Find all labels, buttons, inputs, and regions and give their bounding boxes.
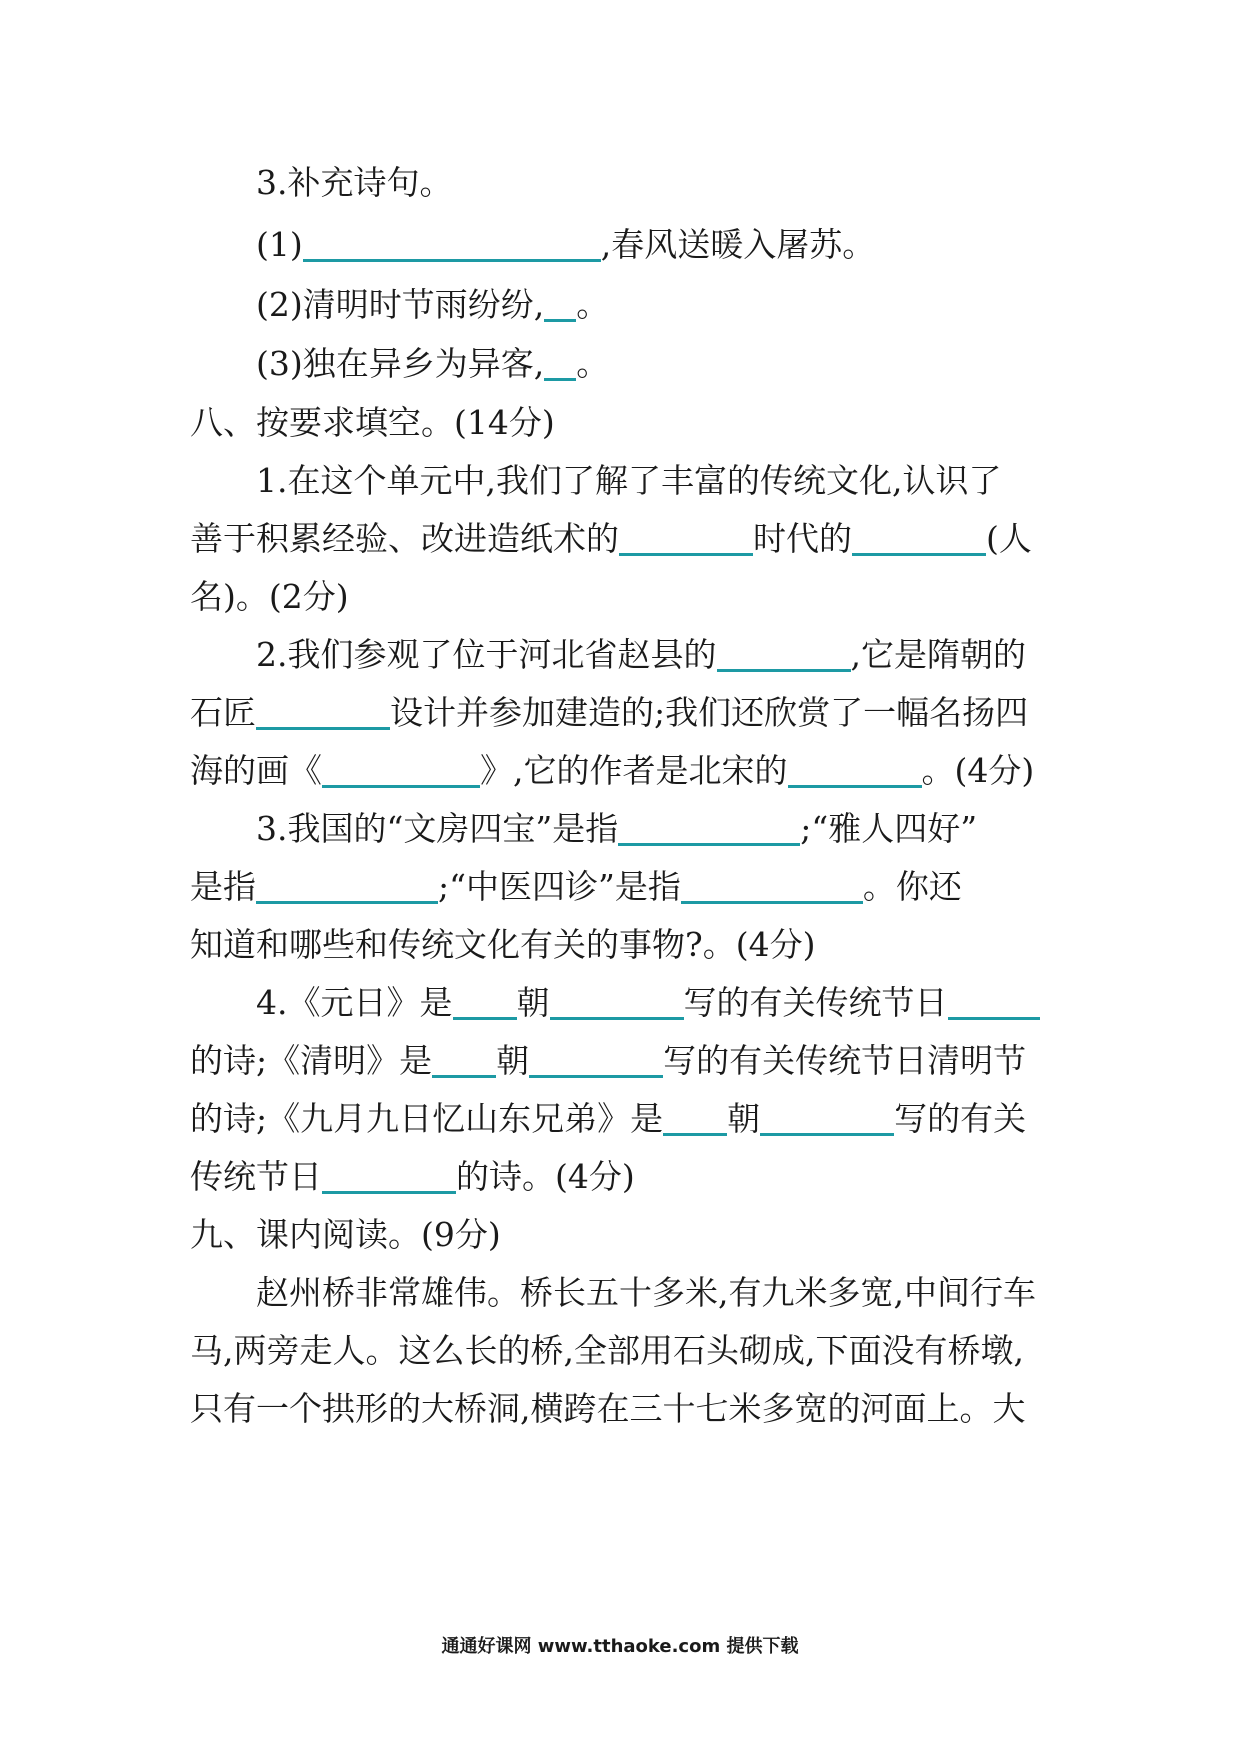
reading-line2: 马,两旁走人。这么长的桥,全部用石头砌成,下面没有桥墩,: [190, 1331, 1024, 1370]
s8-q1-line1: 1.在这个单元中,我们了解了丰富的传统文化,认识了: [256, 461, 1002, 500]
answer-blank[interactable]: [618, 809, 800, 846]
section9-heading: 九、课内阅读。(9分): [190, 1215, 501, 1254]
answer-blank[interactable]: [852, 519, 986, 556]
answer-blank[interactable]: [432, 1041, 496, 1078]
q3-title: 3.补充诗句。: [256, 163, 453, 202]
s8-q2-line3: 海的画《 》,它的作者是北宋的 。(4分): [190, 751, 1035, 790]
q3-line3: (3)独在异乡为异客, 。: [256, 344, 610, 383]
answer-blank[interactable]: [544, 344, 576, 381]
answer-blank[interactable]: [788, 751, 922, 788]
answer-blank[interactable]: [717, 635, 851, 672]
answer-blank[interactable]: [453, 983, 517, 1020]
answer-blank[interactable]: [760, 1099, 894, 1136]
answer-blank[interactable]: [303, 225, 601, 262]
s8-q3-line3: 知道和哪些和传统文化有关的事物?。(4分): [190, 925, 816, 964]
s8-q1-line2: 善于积累经验、改进造纸术的 时代的 (人: [190, 519, 1032, 558]
page-footer: 通通好课网 www.tthaoke.com 提供下载: [441, 1636, 799, 1657]
s8-q4-line1: 4.《元日》是 朝 写的有关传统节日: [256, 980, 1040, 1026]
answer-blank[interactable]: [544, 285, 576, 322]
s8-q2-line1: 2.我们参观了位于河北省赵县的 ,它是隋朝的: [256, 635, 1026, 674]
answer-blank[interactable]: [322, 751, 480, 788]
answer-blank[interactable]: [256, 693, 390, 730]
answer-blank[interactable]: [663, 1099, 727, 1136]
reading-line1: 赵州桥非常雄伟。桥长五十多米,有九米多宽,中间行车: [256, 1273, 1036, 1312]
s8-q4-line2: 的诗;《清明》是 朝 写的有关传统节日清明节: [190, 1041, 1027, 1080]
s8-q3-line1: 3.我国的“文房四宝”是指 ;“雅人四好”: [256, 809, 978, 848]
q3-line2: (2)清明时节雨纷纷, 。: [256, 285, 610, 324]
answer-blank[interactable]: [681, 867, 863, 904]
s8-q4-line3: 的诗;《九月九日忆山东兄弟》是 朝 写的有关: [190, 1099, 1027, 1138]
reading-line3: 只有一个拱形的大桥洞,横跨在三十七米多宽的河面上。大: [190, 1389, 1026, 1428]
answer-blank[interactable]: [550, 983, 684, 1020]
answer-blank[interactable]: [619, 519, 753, 556]
s8-q1-line3: 名)。(2分): [190, 577, 349, 616]
q3-line1: (1) ,春风送暖入屠苏。: [256, 225, 876, 264]
answer-blank[interactable]: [948, 983, 1040, 1020]
s8-q4-line4: 传统节日 的诗。(4分): [190, 1157, 635, 1196]
s8-q2-line2: 石匠 设计并参加建造的;我们还欣赏了一幅名扬四: [190, 693, 1029, 732]
answer-blank[interactable]: [529, 1041, 663, 1078]
answer-blank[interactable]: [322, 1157, 456, 1194]
s8-q3-line2: 是指 ;“中医四诊”是指 。你还: [190, 867, 962, 906]
section8-heading: 八、按要求填空。(14分): [190, 403, 555, 442]
answer-blank[interactable]: [256, 867, 438, 904]
